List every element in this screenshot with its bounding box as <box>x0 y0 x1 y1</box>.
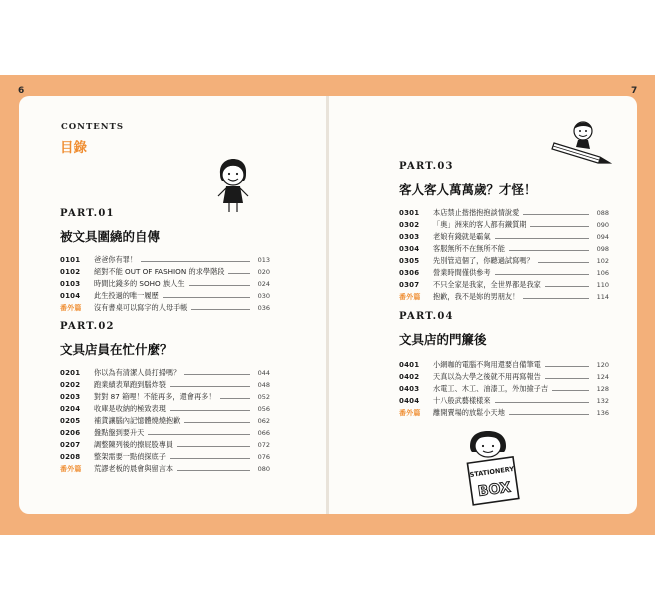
dot-leader <box>530 226 589 227</box>
toc-entry[interactable] <box>399 395 609 407</box>
entry-page: 110 <box>596 281 609 289</box>
toc-entry-bonus[interactable] <box>60 463 270 475</box>
toc-entry[interactable] <box>60 391 270 403</box>
entry-code: 番外篇 <box>399 293 421 301</box>
entry-title: 絕對不能 OUT OF FASHION 的求學階段 <box>94 267 225 276</box>
dot-leader <box>228 273 250 274</box>
dot-leader <box>220 398 250 399</box>
entry-title: 客服無所不在無所不能 <box>433 244 505 253</box>
entry-page: 094 <box>596 233 609 241</box>
dot-leader <box>148 434 250 435</box>
toc-entry-bonus[interactable] <box>399 291 609 303</box>
entry-code: 0208 <box>60 453 81 461</box>
entry-page: 056 <box>257 405 270 413</box>
entry-page: 048 <box>257 381 270 389</box>
part-title: 文具店員在忙什麼？ <box>60 342 173 357</box>
entry-code: 0306 <box>399 269 420 277</box>
entry-code: 0205 <box>60 417 81 425</box>
entry-page: 132 <box>596 397 609 405</box>
entry-code: 0204 <box>60 405 81 413</box>
entry-code: 0301 <box>399 209 420 217</box>
dot-leader <box>509 250 589 251</box>
entry-page: 036 <box>257 304 270 312</box>
entry-code: 0403 <box>399 385 420 393</box>
dot-leader <box>170 410 250 411</box>
entry-title: 荒謬老板的晨會與留言本 <box>94 464 174 473</box>
entry-list <box>60 367 270 475</box>
dot-leader <box>184 374 250 375</box>
entry-page: 052 <box>257 393 270 401</box>
part-02 <box>60 321 270 475</box>
dot-leader <box>191 309 250 310</box>
entry-title: 時間比錢多的 SOHO 族人生 <box>94 279 185 288</box>
dot-leader <box>545 378 589 379</box>
entry-code: 0104 <box>60 292 81 300</box>
entry-code: 0206 <box>60 429 81 437</box>
entry-page: 124 <box>596 373 609 381</box>
entry-title: 爸爸你有罪！ <box>94 255 138 264</box>
toc-entry[interactable] <box>60 415 270 427</box>
entry-code: 0101 <box>60 256 81 264</box>
dot-leader <box>509 414 589 415</box>
entry-page: 098 <box>596 245 609 253</box>
toc-entry[interactable] <box>399 267 609 279</box>
entry-page: 072 <box>257 441 270 449</box>
entry-page: 080 <box>257 465 270 473</box>
entry-title: 本店禁止揩揩抱抱談情說愛 <box>433 208 520 217</box>
entry-title: 收庫是收納的極致表現 <box>94 404 166 413</box>
entry-title: 整架需要一點偵探底子 <box>94 452 166 461</box>
entry-code: 0102 <box>60 268 81 276</box>
dot-leader <box>545 366 589 367</box>
dot-leader <box>189 285 250 286</box>
part-code: PART.02 <box>60 321 115 332</box>
entry-page: 106 <box>596 269 609 277</box>
entry-title: 沒有書桌可以寫字的人母手帳 <box>94 303 188 312</box>
toc-entry[interactable] <box>60 451 270 463</box>
entry-page: 120 <box>596 361 609 369</box>
entry-code: 0305 <box>399 257 420 265</box>
part-code: PART.03 <box>399 161 454 172</box>
entry-code: 番外篇 <box>60 304 82 312</box>
entry-title: 跑業績表單跑到腦炸裂 <box>94 380 166 389</box>
toc-entry[interactable] <box>399 359 609 371</box>
toc-entry[interactable] <box>60 254 270 266</box>
page-number-left: 6 <box>18 86 25 96</box>
entry-title: 先別管這個了，你聽過試寫嗎？ <box>433 256 534 265</box>
entry-code: 0303 <box>399 233 420 241</box>
book-gutter <box>326 96 329 514</box>
part-03 <box>399 161 609 303</box>
dot-leader <box>523 214 589 215</box>
entry-page: 062 <box>257 417 270 425</box>
toc-entry[interactable] <box>399 219 609 231</box>
box-label-bottom: BOX <box>476 479 512 500</box>
entry-page: 102 <box>596 257 609 265</box>
entry-code: 番外篇 <box>399 409 421 417</box>
part-code: PART.01 <box>60 208 115 219</box>
dot-leader <box>177 470 250 471</box>
entry-code: 0207 <box>60 441 81 449</box>
entry-title: 不只全家是我家，全世界都是我家 <box>433 280 541 289</box>
entry-list <box>60 254 270 314</box>
toc-entry[interactable] <box>399 243 609 255</box>
dot-leader <box>538 262 589 263</box>
toc-entry[interactable] <box>399 231 609 243</box>
stationery-box-illustration-icon <box>462 430 522 508</box>
dot-leader <box>177 446 250 447</box>
entry-page: 088 <box>596 209 609 217</box>
entry-title: 離開賣場的放鬆小天地 <box>433 408 505 417</box>
dot-leader <box>141 261 250 262</box>
toc-entry[interactable] <box>60 266 270 278</box>
toc-entry[interactable] <box>399 383 609 395</box>
entry-page: 013 <box>257 256 270 264</box>
toc-entry-bonus[interactable] <box>60 302 270 314</box>
entry-code: 0203 <box>60 393 81 401</box>
pencil-rider-illustration-icon <box>550 117 614 167</box>
toc-entry[interactable] <box>60 290 270 302</box>
toc-entry[interactable] <box>60 278 270 290</box>
toc-entry[interactable] <box>60 379 270 391</box>
entry-code: 0201 <box>60 369 81 377</box>
girl-illustration-icon <box>213 158 253 214</box>
dot-leader <box>170 386 250 387</box>
entry-page: 020 <box>257 268 270 276</box>
entry-page: 090 <box>596 221 609 229</box>
entry-code: 番外篇 <box>60 465 82 473</box>
entry-code: 0302 <box>399 221 420 229</box>
toc-entry[interactable] <box>399 207 609 219</box>
dot-leader <box>184 422 250 423</box>
part-title: 文具店的門簾後 <box>399 332 487 347</box>
entry-title: 營業時間僅供參考 <box>433 268 491 277</box>
contents-title: 目錄 <box>60 140 87 156</box>
entry-page: 076 <box>257 453 270 461</box>
entry-title: 此生投過的唯一履歷 <box>94 291 159 300</box>
box-label-top: STATIONERY <box>469 464 515 480</box>
toc-entry[interactable] <box>60 403 270 415</box>
dot-leader <box>552 390 589 391</box>
part-code: PART.04 <box>399 311 454 322</box>
entry-list <box>399 207 609 303</box>
entry-title: 調整陳列後的擦屁股專員 <box>94 440 174 449</box>
dot-leader <box>495 402 589 403</box>
entry-title: 十八般武藝樣樣來 <box>433 396 491 405</box>
entry-code: 0202 <box>60 381 81 389</box>
dot-leader <box>495 274 589 275</box>
toc-entry-bonus[interactable] <box>399 407 609 419</box>
toc-entry[interactable] <box>60 439 270 451</box>
toc-entry[interactable] <box>399 371 609 383</box>
page-number-right: 7 <box>631 86 638 96</box>
toc-entry[interactable] <box>399 279 609 291</box>
entry-page: 024 <box>257 280 270 288</box>
toc-entry[interactable] <box>60 367 270 379</box>
entry-title: 對對 87 箱哩！不能再多，還會再多！ <box>94 392 216 401</box>
entry-title: 水電工、木工、油漆工，外加撿子吉 <box>433 384 549 393</box>
part-04 <box>399 311 609 419</box>
part-01 <box>60 208 270 314</box>
entry-title: 補貨讓腦內記憶體燒燒抱歉 <box>94 416 181 425</box>
dot-leader <box>523 298 589 299</box>
entry-code: 0103 <box>60 280 81 288</box>
entry-code: 0307 <box>399 281 420 289</box>
part-title: 被文具圍繞的自傳 <box>60 229 161 244</box>
entry-title: 天真以為大學之後就不用再寫報告 <box>433 372 541 381</box>
entry-page: 136 <box>596 409 609 417</box>
dot-leader <box>170 458 250 459</box>
contents-label: CONTENTS <box>61 122 124 132</box>
entry-code: 0404 <box>399 397 420 405</box>
entry-page: 044 <box>257 369 270 377</box>
entry-title: 小網咖的電腦不夠用還要自備筆電 <box>433 360 541 369</box>
toc-entry[interactable] <box>399 255 609 267</box>
entry-title: 盤點盤到要升天 <box>94 428 145 437</box>
entry-code: 0401 <box>399 361 420 369</box>
entry-page: 030 <box>257 292 270 300</box>
entry-title: 抱歉，我不是妳的男朋友！ <box>433 292 520 301</box>
entry-page: 114 <box>596 293 609 301</box>
entry-title: 「奧」洲來的客人都有鐵質期 <box>433 220 527 229</box>
dot-leader <box>163 297 250 298</box>
entry-title: 老娘有錢就是霸氣 <box>433 232 491 241</box>
entry-page: 066 <box>257 429 270 437</box>
dot-leader <box>495 238 589 239</box>
entry-page: 128 <box>596 385 609 393</box>
part-title: 客人客人萬萬歲？才怪！ <box>399 182 537 197</box>
entry-code: 0402 <box>399 373 420 381</box>
toc-entry[interactable] <box>60 427 270 439</box>
dot-leader <box>545 286 589 287</box>
entry-title: 你以為有清潔人員打掃嗎？ <box>94 368 181 377</box>
entry-code: 0304 <box>399 245 420 253</box>
entry-list <box>399 359 609 419</box>
